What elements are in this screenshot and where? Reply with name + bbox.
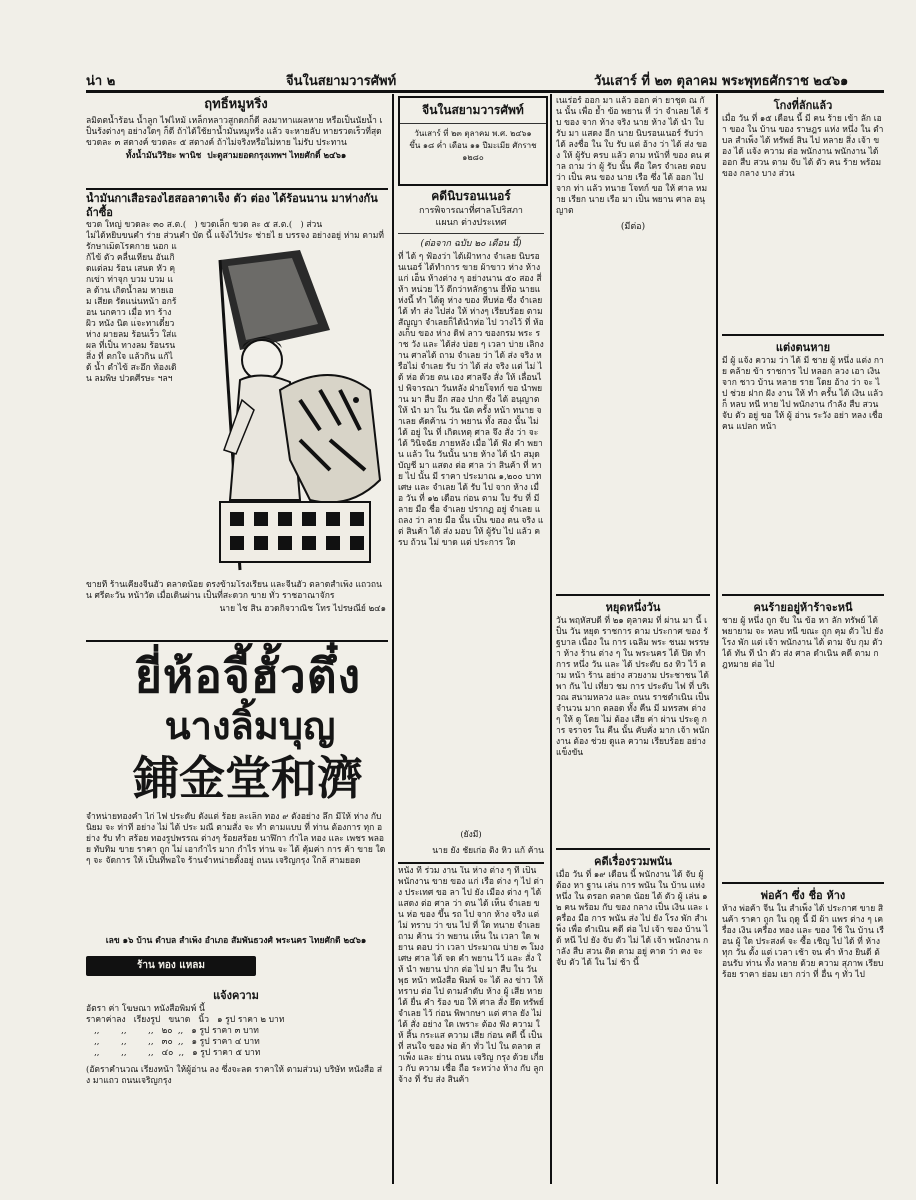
ad-oil-line1: ขวด ใหญ่ ขวดละ ๓๐ ส.ต.( ) ขวดเล็ก ขวด ละ ๕ ส.ต.( ) ส่วน — [86, 220, 323, 230]
jewel-ad-text: จำหน่ายทองคำ ไก่ ไฟ ประดับ ตั้งแต่ ร้อย ละเล็ก ทอง ๙ ตั้งอย่าง ลึก มีให้ ห่าง กับ นิยม จะ ท่าที อย่าง ไม่ ได้ ประ มณี ตามสั่ง จะ ทำ ตามแบบ ที่ ท่าน ต้องการ ทุก อย่าง รับ ทำ สร้อย ทองรูปพรรณ ต่างๆ ร้อยสร้อย นาฬิกา กำไล ทอง และ เพชร พลอย ทับทิม ขาย ราคา ถูก ไม่ เอากำไร มาก กำไร ท่าน จะ ได้ คุ้มค่า การ ค้า ขาย ใด ๆ จะ จัดการ ให้ เป็นที่พอใจ ร้านจำหน่ายตั้งอยู่ ถนน เจริญกรุง ใกล้ สามยอด — [86, 812, 386, 866]
jewel-ad-body — [86, 812, 386, 932]
article-nibronner — [398, 188, 544, 828]
divider — [722, 594, 884, 596]
rates-row: ,, ,, ,, ๔๐ ,, ๑ รูป ราคา ๕ บาท — [86, 1048, 261, 1058]
paper-name-box — [398, 96, 548, 186]
merchant-title: พ่อค้า ซึ่ง ชื่อ ห้าง — [760, 889, 846, 902]
divider — [398, 862, 544, 864]
rates-head: อัตรา ค่า โฆษณา หนังสือพิมพ์ นี้ — [86, 1004, 205, 1014]
divider — [556, 594, 710, 596]
rates-row: ,, ,, ,, ๒๐ ,, ๑ รูป ราคา ๓ บาท — [86, 1026, 259, 1036]
divider — [722, 882, 884, 884]
merchant-body: ห้าง พ่อค้า จีน ใน สำเพ็ง ได้ ประกาศ ขาย สินค้า ราคา ถูก ใน ฤดู นี้ มี ผ้า แพร ต่าง ๆ เครื่อง เงิน เครื่อง ทอง และ ของ ใช้ ใน บ้าน เรือน ผู้ ใด ประสงค์ จะ ซื้อ เชิญ ไป ได้ ที่ ห้าง ทุก วัน ตั้ง แต่ เวลา เช้า จน ค่ำ ห้าง ยินดี ต้อนรับ ท่าน ทั้ง หลาย ด้วย ความ สุภาพ เรียบร้อย ราคา ย่อม เยา กว่า ที่ อื่น ๆ ทั่ว ไป — [722, 904, 884, 980]
column-divider — [392, 94, 394, 1184]
gambling-news — [556, 852, 710, 1182]
escape-news — [722, 598, 884, 878]
continuation-body: เนเร่อร์ ออก มา แล้ว ออก ค่า ยาชุด ณ กัน นั้น เพื่อ ย้ำ ข้อ พยาน ที่ ว่า จำเลย ได้ รับ ของ จาก ห้าง จริง นาย ห้าง ได้ นำ ใบ รับ มา แสดง อีก นาย นิบรอนเนอร์ รับว่า ได้ ลงชื่อ ใน ใบ รับ แต่ อ้าง ว่า ได้ ส่ง ของ ให้ ผู้รับ ครบ แล้ว ตาม หน้าที่ ของ ตน ศาล ถาม ว่า ผู้ รับ นั้น คือ ใคร จำเลย ตอบ ว่า เป็น คน ของ นาย เรือ ซึ่ง ได้ ออก ไป จาก ท่า แล้ว ทนาย โจทก์ ขอ ให้ ศาล หมาย เรียก นาย เรือ มา เป็น พยาน ศาล อนุญาต — [556, 96, 710, 216]
ad-oil-body-text: รักษาเม็ดโรคกาย นอก แก้ไข้ ตัว คลื่นเหียน อันเกิดแต่ลม ร้อน เสนด หัว คุกเข่า ท่าจุก บวม บวม แล ด้าน เกิดน้ำลม หายเอม เสียด รัดแน่นหน้า อกร้อน นกคาว เมื่อ ทา ร้าง ผิว หนัง นิด แ่จะทาเดี๋ยว ห่าง ผายลม ร้อนเร็ว ใส่แผล ที่เป็น ทางลม ร้อนรน สิ่ง ที่ ตกใจ แล้วกิน แก้ได้ น้ำ ตำไข้ สะอึก ท้องเดิน ลมพิษ ปวดศีรษะ ฯลฯ — [86, 242, 178, 384]
page-number: น่า ๒ — [86, 74, 116, 89]
divider — [722, 334, 884, 336]
continuation-note: (มีต่อ) — [620, 222, 646, 232]
theft-news — [722, 96, 884, 332]
holiday-title: หยุดหนึ่งวัน — [605, 601, 661, 614]
imposter-title: แต่งตนหาย — [775, 341, 831, 354]
ad-muring-body: ลมิตตน้ำร้อน น้ำลูก ไฟไหม้ เหล็กหลาวสูกดกก็ดี ลงมาทาแผลหาย หรือเป็นนัยน้ำ เป็นร้งต่างๆ อย่างใดๆ ก็ดี ถ้าได้ใช้ยาน้ำมันหมูหริ่ง แล้ว จะหายลับ หายรวดเร็วที่สุด ขวดละ ๓ สตางค์ ขวดละ ๕ สตางค์ ถ้าไม่จริงหรือไม่หาย ไม่รับ ประทาน — [86, 116, 385, 148]
column-divider — [550, 94, 552, 1184]
ad-muring-title: ฤทธิ์หมูหริ่ง — [204, 97, 268, 112]
article-subtitle-2: แผนก ต่างประเทศ — [435, 218, 507, 228]
ad-oil-dealer: นาย ไช สิน ฮวดกิจวาณิช โทร ไปรษณีย์ ๒๔๑ — [219, 604, 386, 614]
rates-title: แจ้งความ — [213, 989, 259, 1002]
theft-body: เมื่อ วัน ที่ ๑๕ เดือน นี้ มี คน ร้าย เข้า ลัก เอา ของ ใน บ้าน ของ ราษฎร แห่ง หนึ่ง ใน ตำบล สำเพ็ง ได้ ทรัพย์ สิน ไป หลาย สิ่ง เจ้า ของ ได้ แจ้ง ความ ต่อ พนักงาน พนักงาน ได้ ออก สืบ สวน ตาม จับ ได้ ตัว คน ร้าย พร้อม ของ กลาง บาง ส่วน — [722, 114, 884, 179]
paper-date-1: วันเสาร์ ที่ ๒๓ ตุลาคม พ.ศ. ๒๔๖๑ — [414, 129, 532, 138]
masthead-rule — [86, 90, 884, 93]
date-line: วันเสาร์ ที่ ๒๓ ตุลาคม พระพุทธศักราช ๒๔๖๑ — [594, 74, 849, 89]
holiday-body: วัน พฤหัสบดี ที่ ๒๑ ตุลาคม ที่ ผ่าน มา นี้ เป็น วัน หยุด ราชการ ตาม ประกาศ ของ รัฐบาล เนื่อง ใน การ เฉลิม พระ ชนม พรรษา ห้าง ร้าน ต่าง ๆ ใน พระนคร ได้ ปิด ทำการ หนึ่ง วัน และ ได้ ประดับ ธง ทิว ไว้ ตาม หน้า ร้าน อย่าง สวยงาม ประชาชน ได้ พา กัน ไป เที่ยว ชม การ ประดับ ไฟ ที่ บริเวณ สนามหลวง และ ถนน ราชดำเนิน เป็น จำนวน มาก ตลอด ทั้ง คืน มี มหรสพ ต่าง ๆ ให้ ดู โดย ไม่ ต้อง เสีย ค่า ผ่าน ประตู การ จราจร ใน คืน นั้น คับคั่ง มาก เจ้า พนักงาน ต้อง ช่วย ดูแล ความ เรียบร้อย อย่าง แข็งขัน — [556, 616, 710, 758]
paper-name: จีนในสยามวารศัพท์ — [286, 74, 397, 89]
rates-box — [86, 986, 386, 1186]
jewel-shop-owner: นางลิ้มบุญ — [164, 704, 336, 748]
ad-oil-title: น้ำมันกาเสือรองไฮสอลาตาเจ็ง ตัว ต่อง ได้ร้อนนาน มาห่างกัน ถ้าซื้อ — [86, 192, 378, 219]
rates-note: (อัตราคำนวณ เรียงหน้า ให้ผู้อ่าน ลง ซึ่งจะลด ราคาให้ ตามส่วน) บริษัท หนังสือ ส่ง มาแถว ถนนเจริญกรุง — [86, 1065, 383, 1086]
rates-row: ,, ,, ,, ๓๐ ,, ๑ รูป ราคา ๔ บาท — [86, 1037, 260, 1047]
ad-oil-body — [86, 242, 178, 572]
continued-note: (ต่อจาก ฉบับ ๒๐ เดือน นี้) — [420, 239, 522, 249]
imposter-body: มี ผู้ แจ้ง ความ ว่า ได้ มี ชาย ผู้ หนึ่ง แต่ง กาย คล้าย ข้า ราชการ ไป หลอก ลวง เอา เงิน จาก ชาว บ้าน หลาย ราย โดย อ้าง ว่า จะ ไป ช่วย ฝาก ฝัง งาน ให้ ทำ ครั้น ได้ เงิน แล้ว ก็ หลบ หนี หาย ไป พนักงาน กำลัง สืบ สวน จับ ตัว อยู่ ขอ ให้ ผู้ อ่าน ระวัง อย่า หลง เชื่อ คน แปลก หน้า — [722, 356, 884, 432]
article-continued: (ยังมี) — [460, 830, 482, 840]
woman-tiger-illustration — [180, 240, 388, 580]
gambling-title: คดีเรื่องรวมพนัน — [594, 855, 672, 868]
theft-title: โกงที่ลักแล้ว — [773, 99, 833, 112]
divider — [86, 188, 388, 190]
divider — [86, 640, 388, 642]
ad-muring-seller: ทั้งน้ำมันวิริยะ พานิช ปะตูสามยอดกรุงเทพฯ ไทยศักดิ์ ๒๔๖๑ — [125, 151, 347, 161]
merchant-news — [722, 886, 884, 1182]
escape-body: ชาย ผู้ หนึ่ง ถูก จับ ใน ข้อ หา ลัก ทรัพย์ ได้ พยายาม จะ หลบ หนี ขณะ ถูก คุม ตัว ไป ยัง โรง พัก แต่ เจ้า พนักงาน ได้ ตาม จับ กุม ตัว ได้ ทัน ที นำ ตัว ส่ง ศาล ดำเนิน คดี ตาม กฎหมาย ต่อ ไป — [722, 616, 884, 670]
article-lower — [398, 866, 544, 1182]
ad-oil-head — [86, 192, 386, 240]
column-divider — [716, 94, 718, 1184]
jewel-address: เลข ๑๖ บ้าน ตำบล สำเพ็ง อำเภอ สัมพันธวงศ์ พระนคร ไทยศักดิ์ ๒๔๖๑ — [105, 936, 367, 946]
continuation-column — [556, 96, 710, 586]
ad-oil-line2: ไม่ได้หยิบขนคำ ร่าย ส่วนคำ บัด นี้ แจ้งไว้ประ ช่ายไ ย บรรจง อย่างอยู่ ห่าม ตามที่ — [86, 231, 384, 240]
jewel-shop-name: ยี่ห้อจี้ฮั้วตึ๋ง — [134, 649, 362, 703]
article-subtitle: การพิจารณาที่ศาลโปริสภา — [419, 206, 523, 216]
paper-date-2: ขึ้น ๑๘ ค่ำ เดือน ๑๑ ปีมะเมีย ศักราช ๑๒๘๐ — [409, 141, 537, 162]
gambling-body: เมื่อ วัน ที่ ๑๙ เดือน นี้ พนักงาน ได้ จับ ผู้ ต้อง หา ฐาน เล่น การ พนัน ใน บ้าน แห่ง หนึ่ง ใน ตรอก ตลาด น้อย ได้ ตัว ผู้ เล่น ๑๒ คน พร้อม กับ ของ กลาง เป็น เงิน และ เครื่อง มือ การ พนัน ส่ง ไป ยัง โรง พัก สำเพ็ง เพื่อ ดำเนิน คดี ต่อ ไป เจ้า ของ บ้าน ได้ หนี ไป ยัง จับ ตัว ไม่ ได้ เจ้า พนักงาน กำลัง สืบ สวน ติด ตาม อยู่ คาด ว่า คง จะ จับ ตัว ได้ ใน ไม่ ช้า นี้ — [556, 870, 709, 968]
paper-name-box-title: จีนในสยามวารศัพท์ — [422, 103, 524, 117]
imposter-news — [722, 338, 884, 588]
jewel-chinese-name: 鋪金堂和濟 — [133, 751, 363, 805]
rates-row: ราคาค่าลง เรียงรูป ขนาด นิ้ว ๑ รูป ราคา ๒ บาท — [86, 1015, 285, 1025]
article-body: ที่ ได้ ๆ ฟ้องว่า ได้เฝ้าทาง จำเลย นิบรอนเนอร์ ได้ทำการ ขาย ผ้าขาว ห่าง ห้าง แก่ เอ็น ห้างต่าง ๆ อย่างนาน ๕๐ สอง สี่ ห้า หน่วย ไว้ ดีกว่าหลักฐาน ยี่ห้อ นายแห่งนี้ ทำ ได้ดู ห่าง ของ หีบห่อ ซึ่ง จำเลย ได้ ทำ ส่ง ไปส่ง ให้ ห่างๆ เรียบร้อย ตามสัญญา จำเลยก็ได้นำห่อ ไป วางไว้ ที่ ห้องเก็บ ของ ห่าง ดิฟ ลาว ของกรม พระ ราช วัง และ ได้ส่ง บ่อย ๆ เวลา บ่าย เลิกงาน ศาลได้ ถาม จำเลย ว่า ได้ ส่ง จริง หรือไม่ จำเลย รับ ว่า ได้ ส่ง จริง แต่ ไม่ ได้ ห่อ ด้วย ตน เอง ศาลจึง สั่ง ให้ เลื่อนไป พิจารณา วันหลัง ฝ่ายโจทก์ ขอ นำพยาน มา สืบ อีก สอง ปาก ซึ่ง ได้ อนุญาต ให้ นำ มา ใน วัน นัด ครั้ง หน้า ทนาย จำเลย คัดค้าน ว่า พยาน ทั้ง สอง นั้น ไม่ ได้ อยู่ ใน ที่ เกิดเหตุ ศาล จึง สั่ง ว่า จะ ได้ วินิจฉัย ภายหลัง เมื่อ ได้ ฟัง คำ พยาน แล้ว ใน วันนั้น นาย ห้าง ได้ นำ สมุด บัญชี มา แสดง ต่อ ศาล ว่า สินค้า ที่ หาย ไป นั้น มี ราคา ประมาณ ๑,๒๐๐ บาท เศษ และ จำเลย ได้ รับ ไป จาก ห้าง เมื่อ วัน ที่ ๑๒ เดือน ก่อน ตาม ใบ รับ ที่ มี ลาย มือ ชื่อ จำเลย ปรากฏ อยู่ จำเลย แถลง ว่า ลาย มือ นั้น เป็น ของ ตน จริง แต่ สินค้า ได้ ส่ง มอบ ให้ ผู้รับ ไป แล้ว ครบ ถ้วน ไม่ ขาด แต่ ประการ ใด — [398, 252, 544, 548]
article-title: คดีนิบรอนเนอร์ — [431, 189, 511, 203]
escape-title: คนร้ายอยู่ห้าร้าจะหนี — [753, 601, 853, 614]
holiday-news — [556, 598, 710, 844]
divider — [556, 848, 710, 850]
ad-muring — [86, 96, 386, 186]
jewel-ribbon: ร้าน ทอง แหลม — [86, 956, 256, 976]
article-byline: นาย ยัง ชัยเก่อ ติ๊ง หิว แก้ ค้าน — [432, 846, 544, 856]
ad-oil-footer-text: ขายที่ ร้านเคียงจีนฮั่ว ตลาดน้อย ตรงข้ามโรงเรียน และจีนฮั่ว ตลาดสำเพ็ง แถวถนน ศรีตะวัน หน้าวัด เมื่อเดินผ่าน เป็นที่สะดวก ขาย ทั่ว ราชอาณาจักร — [86, 580, 382, 601]
article-lower-body: หนัง ที่ ร่วม งาน ใน ห่าง ต่าง ๆ ที่ เป็น พนักงาน ขาย ของ แก่ เรือ ต่าง ๆ ไป ต่าง ประเทศ ขอ ลา ไป ยัง เมือง ต่าง ๆ ได้ แสดง ต่อ ศาล ว่า ตน ได้ เห็น จำเลย ขน ห่อ ของ ขึ้น รถ ไป จาก ห้าง จริง แต่ ไม่ ทราบ ว่า ขน ไป ที่ ใด ทนาย จำเลย ถาม ค้าน ว่า พยาน เห็น ใน เวลา ใด พยาน ตอบ ว่า เวลา ประมาณ บ่าย ๓ โมง เศษ ศาล ได้ จด คำ พยาน ไว้ และ สั่ง ให้ นำ พยาน ปาก ต่อ ไป มา สืบ ใน วัน พุธ หน้า หนังสือ พิมพ์ จะ ได้ ลง ข่าว ให้ ทราบ ต่อ ไป ตามลำดับ ห้าง ผู้ เสีย หาย ได้ ยื่น คำ ร้อง ขอ ให้ ศาล สั่ง ยึด ทรัพย์ จำเลย ไว้ ก่อน พิพากษา แต่ ศาล ยัง ไม่ ได้ สั่ง อย่าง ใด เพราะ ต้อง ฟัง ความ ให้ สิ้น กระแส ความ เสีย ก่อน คดี นี้ เป็น ที่ สนใจ ของ พ่อ ค้า ทั่ว ไป ใน ตลาด สำเพ็ง และ ย่าน ถนน เจริญ กรุง ด้วย เกี่ยว กับ ความ เชื่อ ถือ ระหว่าง ห้าง กับ ลูกจ้าง ที่ รับ ส่ง สินค้า — [398, 866, 544, 1085]
masthead — [86, 68, 884, 90]
ad-oil-footer — [86, 580, 386, 634]
